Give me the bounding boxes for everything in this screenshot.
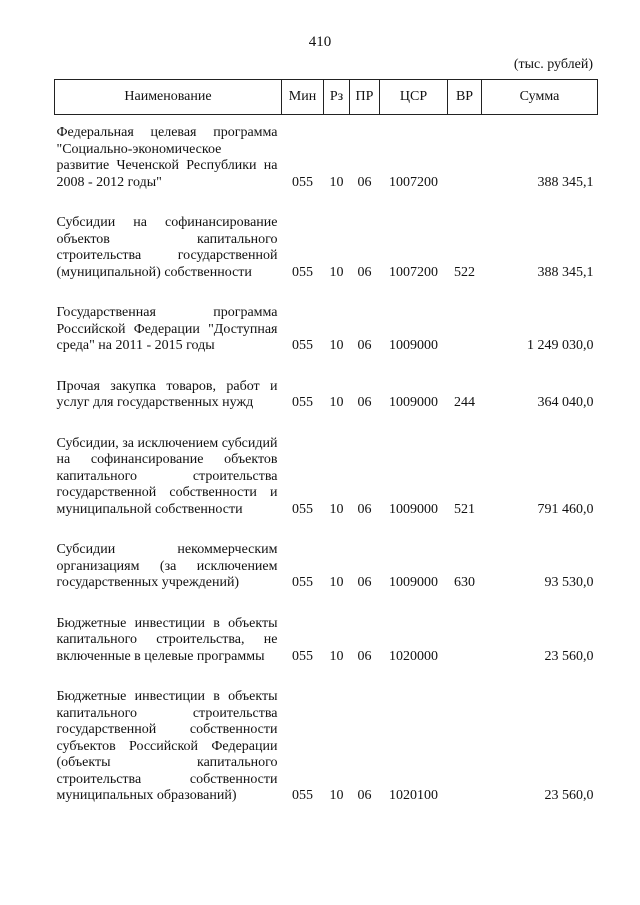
row-sum: 23 560,0 xyxy=(544,788,594,803)
row-spacer-cell xyxy=(55,115,598,126)
header-pr: ПР xyxy=(350,80,380,115)
row-spacer-cell xyxy=(55,281,598,305)
row-rz: 10 xyxy=(329,575,344,590)
row-csr: 1007200 xyxy=(389,174,438,190)
row-name: Прочая закупка товаров, работ и услуг для государственных нужд xyxy=(56,378,278,410)
table-row xyxy=(55,616,598,666)
row-pr: 06 xyxy=(357,648,372,664)
row-sum: 93 530,0 xyxy=(544,575,594,590)
row-vr: 521 xyxy=(454,501,475,517)
row-name: Бюджетные инвестиции в объекты капитального строительства государственной собственности субъектов Российской Федерации (объекты капитального строительства собственности муниципальных образований) xyxy=(56,689,278,803)
row-spacer-cell xyxy=(55,191,598,215)
row-name: Бюджетные инвестиции в объекты капитального строительства, не включенные в целевые программы xyxy=(56,615,278,664)
table-row xyxy=(55,542,598,592)
header-min: Мин xyxy=(282,80,324,115)
row-vr xyxy=(448,305,482,355)
row-spacer xyxy=(55,191,598,215)
row-sum: 364 040,0 xyxy=(537,395,594,410)
table-row xyxy=(55,305,598,355)
row-name: Федеральная целевая программа "Социально-экономическое развитие Чеченской Республики на 2008 - 2012 годы" xyxy=(56,125,278,190)
header-vr: ВР xyxy=(448,80,482,115)
header-name: Наименование xyxy=(55,80,282,115)
row-vr: 522 xyxy=(454,264,475,280)
row-name: Субсидии на софинансирование объектов капитального строительства государственной (муниципальной) собственности xyxy=(56,215,278,280)
row-name: Субсидии некоммерческим организациям (за исключением государственных учреждений) xyxy=(56,542,278,590)
row-spacer-cell xyxy=(55,665,598,689)
row-csr: 1020100 xyxy=(389,788,438,803)
row-csr: 1009000 xyxy=(389,338,438,353)
row-vr xyxy=(448,125,482,191)
row-pr: 06 xyxy=(357,395,372,410)
row-sum: 791 460,0 xyxy=(537,501,594,517)
row-spacer xyxy=(55,355,598,379)
table-row xyxy=(55,215,598,281)
row-spacer xyxy=(55,665,598,689)
row-pr: 06 xyxy=(357,338,372,353)
row-rz: 10 xyxy=(329,174,344,190)
budget-table xyxy=(54,79,598,805)
row-pr: 06 xyxy=(357,575,372,590)
row-sum: 388 345,1 xyxy=(537,174,594,190)
row-min: 055 xyxy=(292,338,313,353)
row-spacer-cell xyxy=(55,592,598,616)
row-min: 055 xyxy=(292,264,313,280)
row-spacer xyxy=(55,518,598,542)
row-pr: 06 xyxy=(357,264,372,280)
row-spacer-cell xyxy=(55,355,598,379)
row-min: 055 xyxy=(292,788,313,803)
row-sum: 1 249 030,0 xyxy=(527,338,594,353)
row-csr: 1007200 xyxy=(389,264,438,280)
row-name: Государственная программа Российской Федерации "Доступная среда" на 2011 - 2015 годы xyxy=(56,305,278,353)
table-row xyxy=(55,689,598,805)
row-rz: 10 xyxy=(329,788,344,803)
row-csr: 1009000 xyxy=(389,575,438,590)
table-header xyxy=(55,80,598,115)
table-body xyxy=(55,115,598,805)
row-csr: 1020000 xyxy=(389,648,438,664)
row-pr: 06 xyxy=(357,501,372,517)
row-pr: 06 xyxy=(357,174,372,190)
row-min: 055 xyxy=(292,395,313,410)
row-min: 055 xyxy=(292,501,313,517)
row-spacer-cell xyxy=(55,518,598,542)
header-sum: Сумма xyxy=(482,80,598,115)
row-csr: 1009000 xyxy=(389,501,438,517)
row-rz: 10 xyxy=(329,648,344,664)
row-vr: 630 xyxy=(454,575,475,590)
row-vr xyxy=(448,616,482,666)
units-label: (тыс. рублей) xyxy=(513,57,593,72)
row-rz: 10 xyxy=(329,264,344,280)
row-spacer xyxy=(55,592,598,616)
row-rz: 10 xyxy=(329,501,344,517)
row-min: 055 xyxy=(292,174,313,190)
row-vr: 244 xyxy=(454,395,475,410)
row-sum: 23 560,0 xyxy=(544,648,594,664)
row-rz: 10 xyxy=(329,395,344,410)
table-row xyxy=(55,379,598,412)
table-row xyxy=(55,436,598,519)
row-min: 055 xyxy=(292,648,313,664)
row-sum: 388 345,1 xyxy=(537,264,594,280)
row-spacer xyxy=(55,281,598,305)
header-rz: Рз xyxy=(324,80,350,115)
row-spacer xyxy=(55,115,598,126)
row-vr xyxy=(448,689,482,805)
row-name: Субсидии, за исключением субсидий на софинансирование объектов капитального строительства государственной собственности и муниципальной собственности xyxy=(56,435,278,517)
row-spacer xyxy=(55,412,598,436)
row-pr: 06 xyxy=(357,788,372,803)
header-csr: ЦСР xyxy=(380,80,448,115)
row-csr: 1009000 xyxy=(389,395,438,410)
row-rz: 10 xyxy=(329,338,344,353)
row-spacer-cell xyxy=(55,412,598,436)
table-row xyxy=(55,125,598,191)
page-number: 410 xyxy=(308,34,332,50)
row-min: 055 xyxy=(292,575,313,590)
